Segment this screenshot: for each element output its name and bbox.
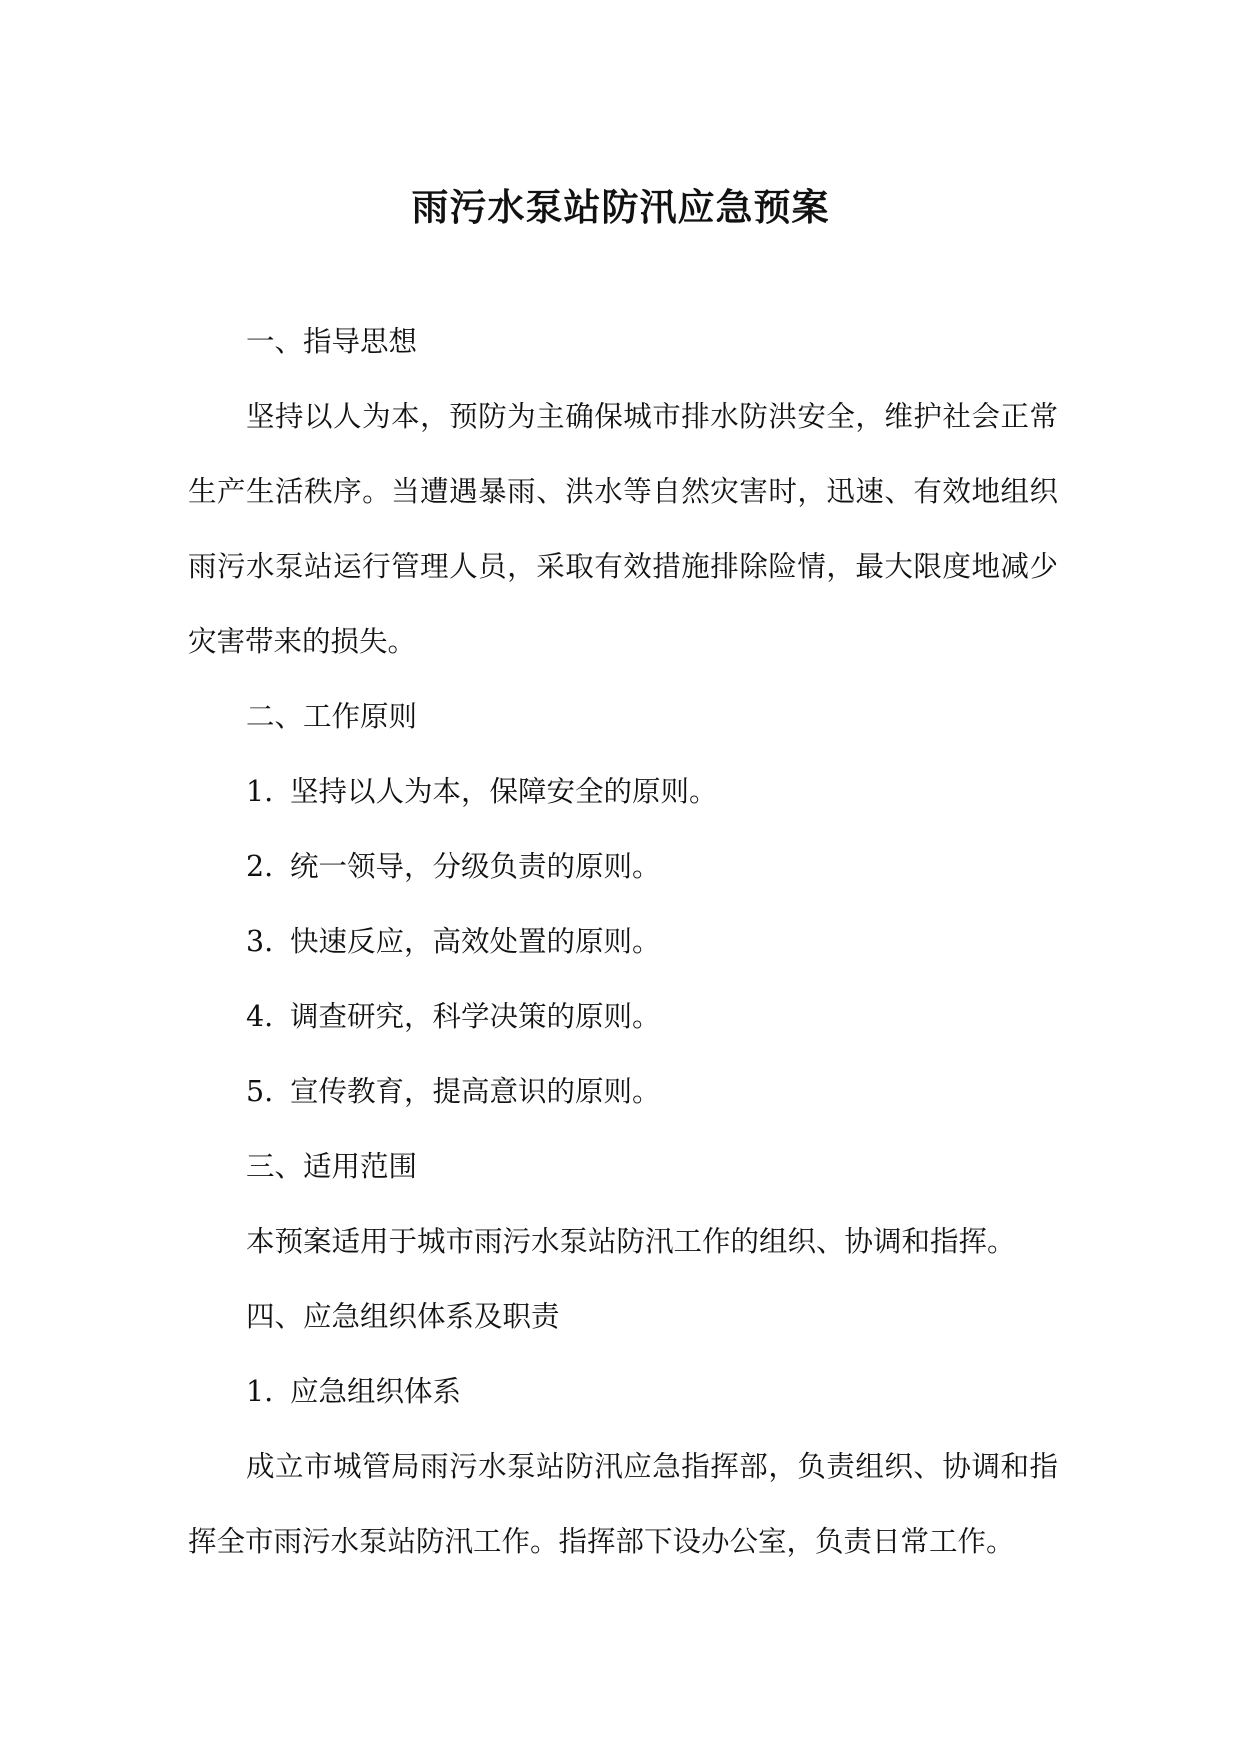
list-item-number: 2. [246, 850, 274, 883]
paragraph-line: 生产生活秩序。当遭遇暴雨、洪水等自然灾害时，迅速、有效地组织 [188, 475, 1058, 508]
section-heading-guiding-ideology: 一、指导思想 [246, 325, 418, 358]
list-item-number: 5. [246, 1075, 274, 1108]
paragraph-line: 成立市城管局雨污水泵站防汛应急指挥部，负责组织、协调和指 [246, 1450, 1058, 1483]
paragraph-line: 坚持以人为本，预防为主确保城市排水防洪安全，维护社会正常 [246, 400, 1058, 433]
list-item [188, 1054, 1058, 1129]
paragraph-line: 挥全市雨污水泵站防汛工作。指挥部下设办公室，负责日常工作。 [188, 1525, 1015, 1558]
list-item-number: 1. [246, 1375, 274, 1408]
paragraph-line: 本预案适用于城市雨污水泵站防汛工作的组织、协调和指挥。 [246, 1225, 1016, 1258]
list-item [188, 979, 1058, 1054]
list-item-text: 调查研究，科学决策的原则。 [290, 1000, 661, 1033]
list-item [188, 829, 1058, 904]
list-item-number: 3. [246, 925, 274, 958]
document-title: 雨污水泵站防汛应急预案 [411, 185, 830, 229]
list-item-text: 坚持以人为本，保障安全的原则。 [290, 775, 718, 808]
paragraph-line: 灾害带来的损失。 [188, 625, 417, 658]
list-item-text: 统一领导，分级负责的原则。 [290, 850, 661, 883]
section-heading-scope: 三、适用范围 [246, 1150, 418, 1183]
list-item-number: 4. [246, 1000, 274, 1033]
section-heading-organization: 四、应急组织体系及职责 [246, 1300, 560, 1333]
list-item [188, 904, 1058, 979]
list-item-text: 应急组织体系 [290, 1375, 462, 1408]
list-item-text: 快速反应，高效处置的原则。 [290, 925, 661, 958]
list-item-text: 宣传教育，提高意识的原则。 [290, 1075, 661, 1108]
list-item [188, 1354, 1058, 1429]
list-item [188, 754, 1058, 829]
section-heading-work-principles: 二、工作原则 [246, 700, 418, 733]
document-body [188, 304, 1058, 1579]
list-item-number: 1. [246, 775, 274, 808]
paragraph-line: 雨污水泵站运行管理人员，采取有效措施排除险情，最大限度地减少 [188, 550, 1058, 583]
